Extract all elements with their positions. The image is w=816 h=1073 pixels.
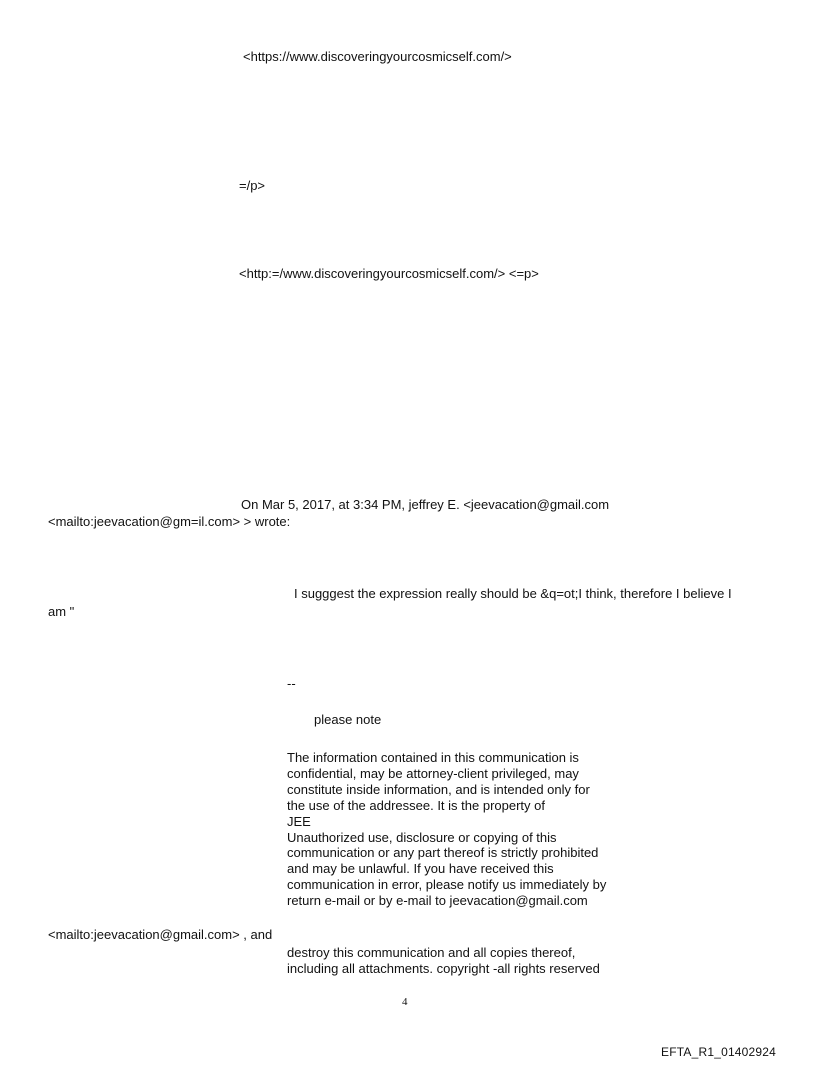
- website-link-2: <http:=/www.discoveringyourcosmicself.com/> <=p>: [239, 266, 539, 281]
- disclaimer-line: and may be unlawful. If you have received this: [287, 861, 554, 877]
- disclaimer-line: confidential, may be attorney-client privileged, may: [287, 765, 579, 781]
- disclaimer-line: communication or any part thereof is strictly prohibited: [287, 845, 599, 861]
- reply-header-line-1: On Mar 5, 2017, at 3:34 PM, jeffrey E. <jeevacation@gmail.com: [241, 497, 610, 512]
- quoted-message-line-2: am ": [48, 604, 75, 619]
- please-note-heading: please note: [314, 712, 382, 727]
- disclaimer-line: The information contained in this communication is: [287, 750, 579, 765]
- bates-number: EFTA_R1_01402924: [661, 1045, 777, 1059]
- disclaimer-line: constitute inside information, and is intended only for: [287, 781, 590, 797]
- disclaimer-tail-line: including all attachments. copyright -all rights reserved: [287, 961, 600, 976]
- quoted-message-line-1: I sugggest the expression really should be &q=ot;I think, therefore I believe I: [294, 586, 732, 601]
- reply-header-line-2: <mailto:jeevacation@gm=il.com> > wrote:: [48, 514, 291, 529]
- disclaimer-line: the use of the addressee. It is the property of: [287, 797, 545, 813]
- disclaimer-line: communication in error, please notify us immediately by: [287, 877, 607, 893]
- disclaimer-line: return e-mail or by e-mail to jeevacation@gmail.com: [287, 893, 588, 909]
- page-number: 4: [402, 996, 408, 1008]
- website-link-1: <https://www.discoveringyourcosmicself.com/>: [243, 49, 512, 64]
- signature-separator: --: [287, 676, 296, 691]
- disclaimer-tail-line: destroy this communication and all copies thereof,: [287, 945, 576, 960]
- html-fragment: =/p>: [239, 178, 266, 193]
- disclaimer-line: Unauthorized use, disclosure or copying of this: [287, 829, 557, 845]
- disclaimer-line: JEE: [287, 813, 311, 829]
- confidentiality-disclaimer: [287, 750, 647, 909]
- mailto-line: <mailto:jeevacation@gmail.com> , and: [48, 927, 273, 942]
